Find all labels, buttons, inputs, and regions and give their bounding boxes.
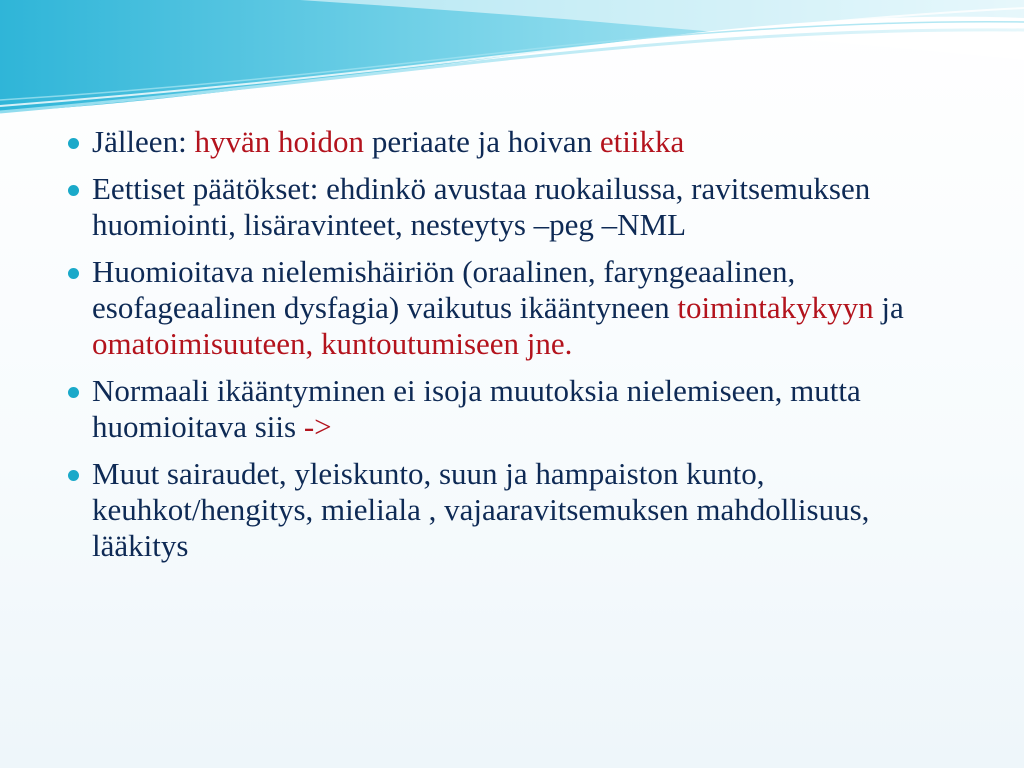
bullet-dot-icon xyxy=(68,387,79,398)
content-area xyxy=(62,124,962,575)
bullet-text xyxy=(92,373,861,444)
bullet-item xyxy=(62,456,962,564)
bullet-dot-icon xyxy=(68,185,79,196)
bullet-text xyxy=(92,254,904,361)
bullet-dot-icon xyxy=(68,138,79,149)
bullet-text xyxy=(92,171,870,242)
text-segment: Huomioitava nielemishäiriön (oraalinen, faryngeaalinen, esofageaalinen dysfagia) vaikutus ikääntyneen xyxy=(92,254,796,325)
text-segment: Normaali ikääntyminen ei isoja muutoksia nielemiseen, mutta huomioitava siis xyxy=(92,373,861,444)
highlight-text: etiikka xyxy=(599,124,685,159)
text-segment: periaate ja hoivan xyxy=(364,124,600,159)
bullet-item xyxy=(62,124,962,160)
highlight-text: toimintakykyyn xyxy=(677,290,874,325)
highlight-text: hyvän hoidon xyxy=(194,124,365,159)
bullet-list xyxy=(62,124,962,564)
bullet-dot-icon xyxy=(68,470,79,481)
text-segment: Muut sairaudet, yleiskunto, suun ja hampaiston kunto, keuhkot/hengitys, mieliala , vajaaravitsemuksen mahdollisuus, lääkitys xyxy=(92,456,870,563)
text-segment: Eettiset päätökset: ehdinkö avustaa ruokailussa, ravitsemuksen huomiointi, lisäravinteet, nesteytys –peg –NML xyxy=(92,171,871,242)
bullet-item xyxy=(62,373,962,445)
wave-decoration xyxy=(0,0,1024,120)
bullet-item xyxy=(62,171,962,243)
bullet-dot-icon xyxy=(68,268,79,279)
text-segment: Jälleen: xyxy=(92,124,195,159)
bullet-text xyxy=(92,456,869,563)
text-segment: ja xyxy=(873,290,904,325)
highlight-text: omatoimisuuteen, kuntoutumiseen jne. xyxy=(92,326,573,361)
bullet-item xyxy=(62,254,962,362)
highlight-text: -> xyxy=(303,409,332,444)
bullet-text xyxy=(92,124,684,159)
